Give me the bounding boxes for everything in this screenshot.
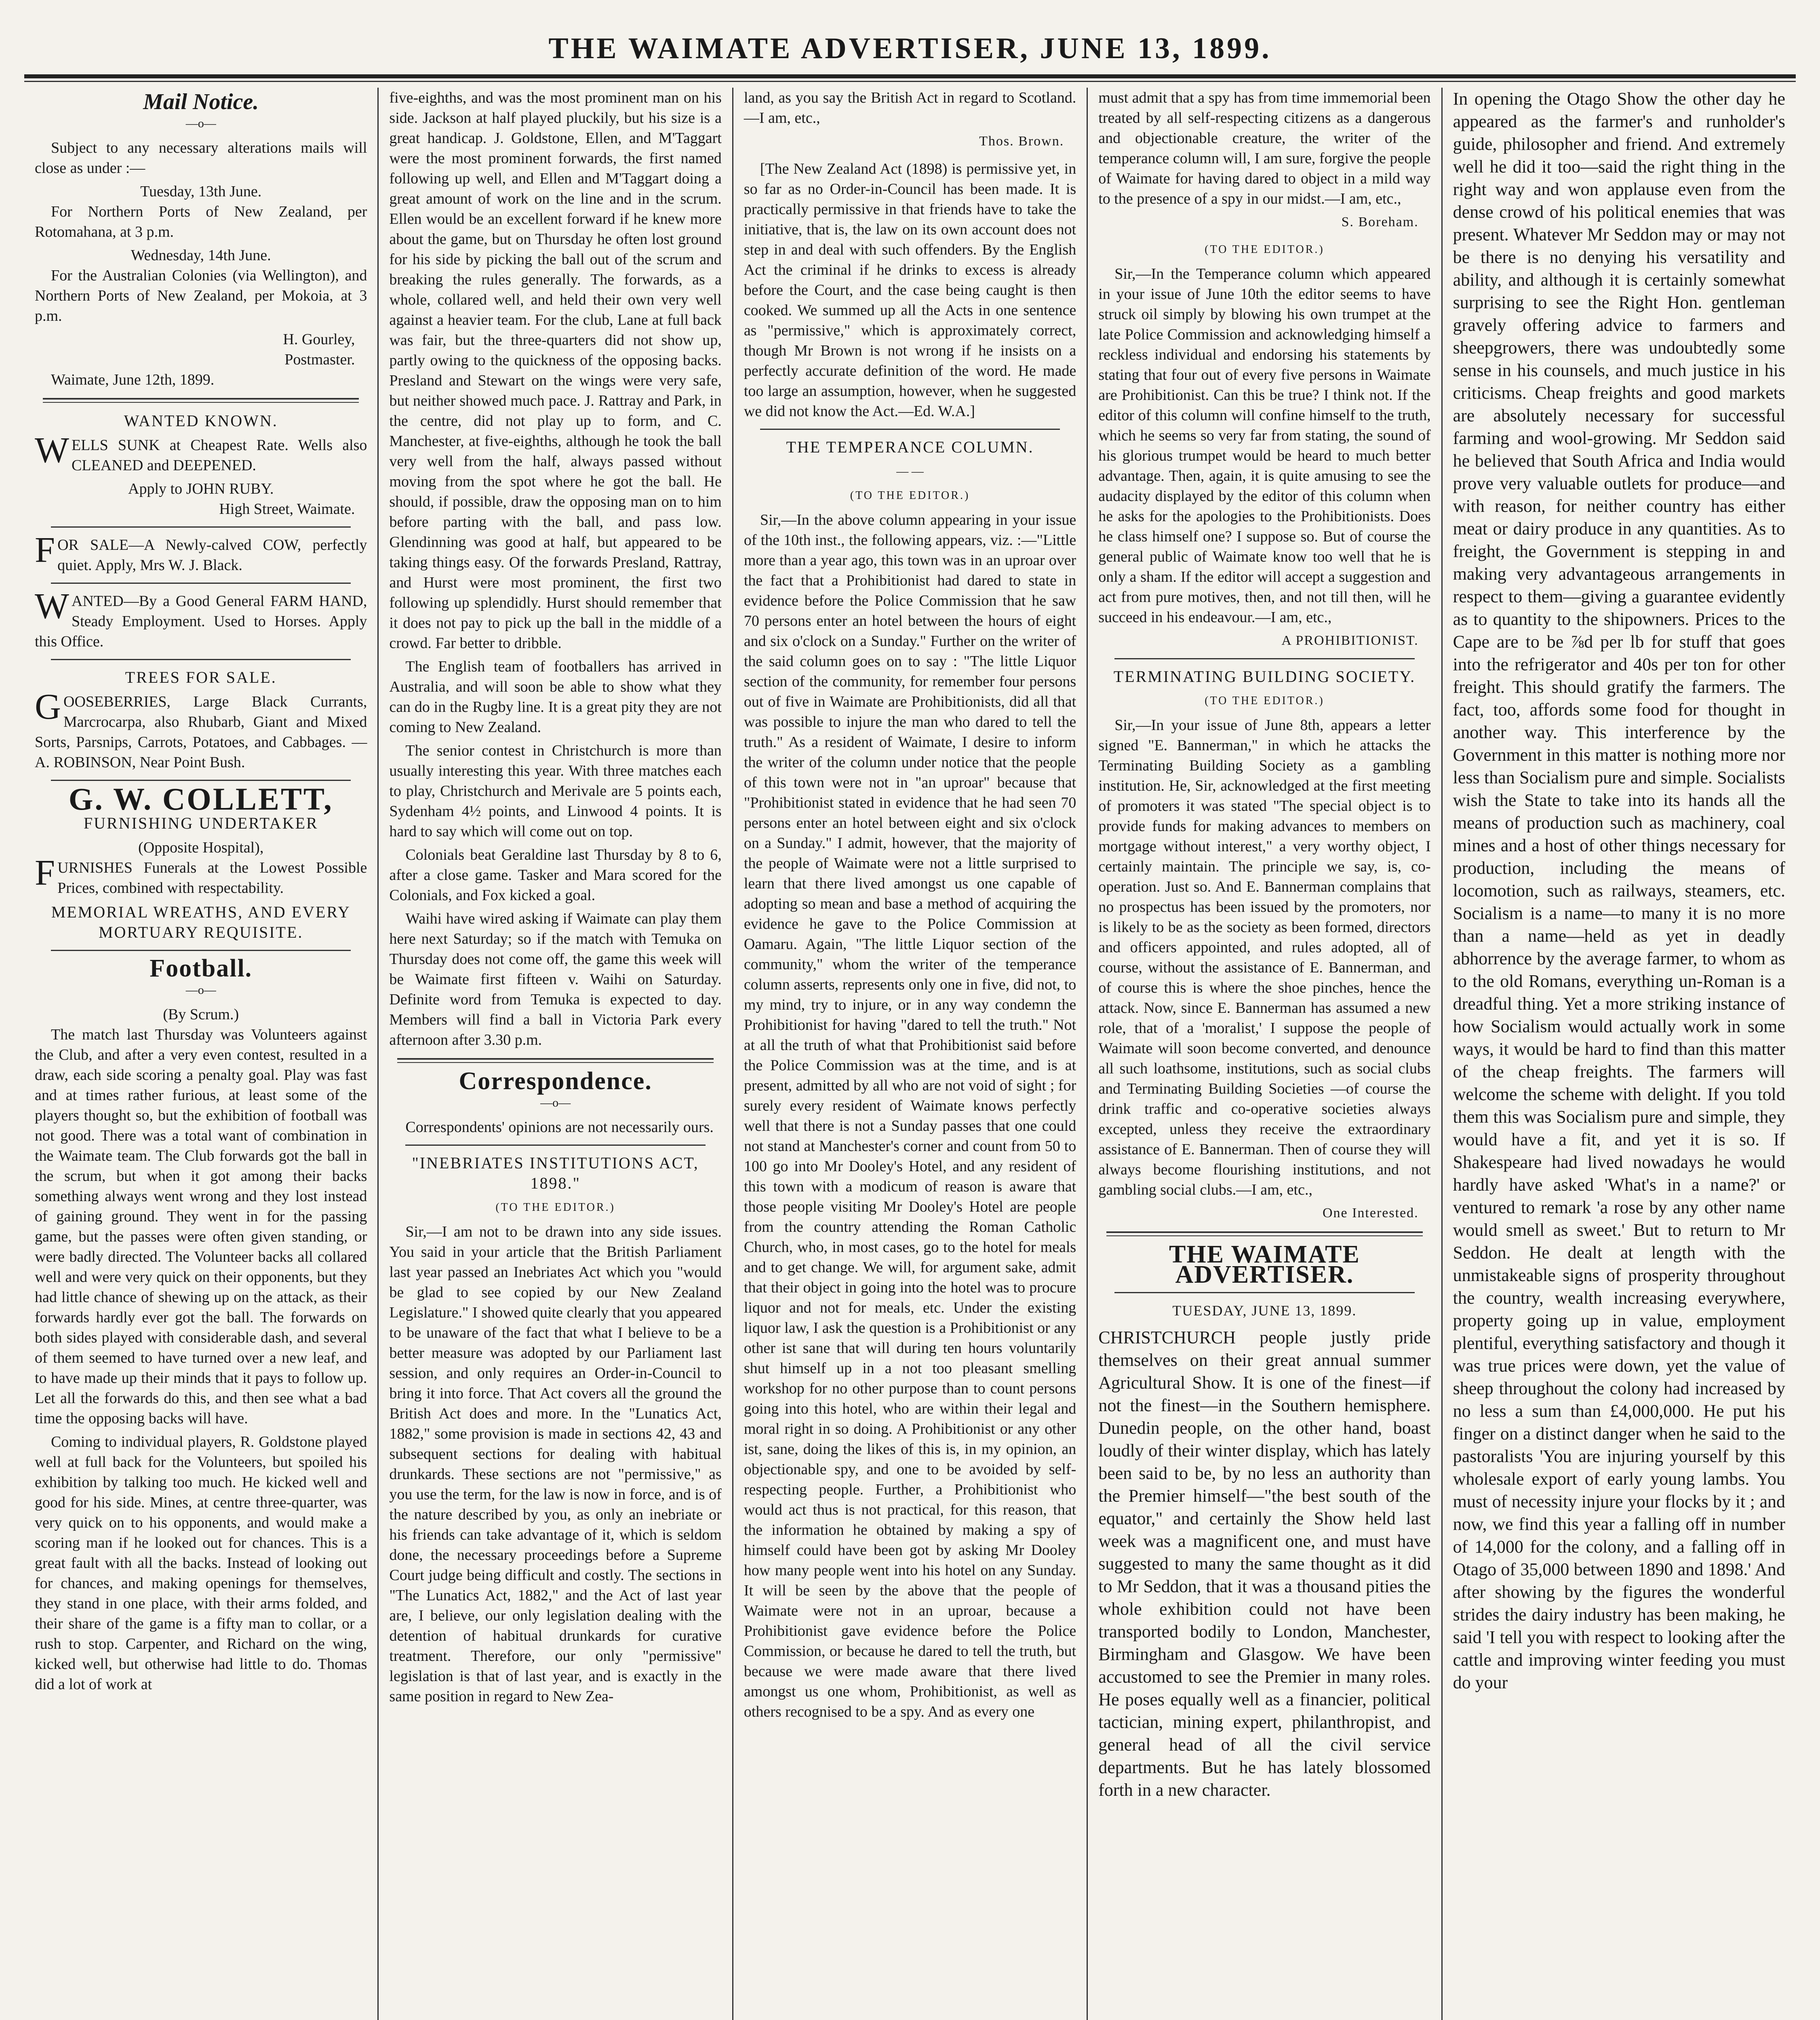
ad-contact: Apply to JOHN RUBY. xyxy=(128,480,274,497)
letter-paragraph: Sir,—I am not to be drawn into any side issues. You said in your article that the British Parliament last year passed an Inebriates Act which you "would be glad to see copied by our New Zealand Legislature." I showed quite clearly that you appeared to be unaware of the fact that what I believe to be a better measure was adopted by our Parliament last session, and only requires an Order-in-Council to bring it into force. That Act covers all the ground the British Act does and more. In the "Lunatics Act, 1882," some provision is made in sections 42, 43 and subsequent sections for dealing with habitual drunkards. These sections are not "permissive," as you use the term, for the law is now in force, and is of the nature described by you, as only an inebriate or his friends can take advantage of it, which is seldom done, the necessary proceedings before a Supreme Court judge being difficult and costly. The sections in "The Lunatics Act, 1882," and the Act of last year are, I believe, our only legislation dealing with the detention of habitual drunkards for curative treatment. Therefore, our only "permissive" legislation is that of last year, and is exactly in the same position in regard to New Zea- xyxy=(389,1223,722,1705)
mail-signature: H. Gourley, xyxy=(283,331,355,348)
to-the-editor: (TO THE EDITOR.) xyxy=(850,489,970,502)
column-1 xyxy=(24,88,377,2020)
mail-date-1: Tuesday, 13th June. xyxy=(140,183,262,200)
byline: (By Scrum.) xyxy=(163,1006,239,1023)
mail-notice-title: Mail Notice. xyxy=(143,89,259,114)
ad-text: WANTED—By a Good General FARM HAND, Steady Employment. Used to Horses. Apply this Office. xyxy=(35,586,367,650)
undertaker-name: G. W. COLLETT, xyxy=(68,781,333,816)
letter-paragraph: land, as you say the British Act in regard to Scotland.—I am, etc., xyxy=(744,89,1076,126)
editorial-paragraph: CHRISTCHURCH people justly pride themselves on their great annual summer Agricultural Show. It is one of the finest—if not the finest—in the Southern hemisphere. Dunedin people, on the other hand, boast loudly of their winter display, which has lately been said to be, by no less an authority than the Premier himself—"the best south of the equator," and certainly the Show held last week was a magnificent one, and must have suggested to many the same thought as it did to Mr Seddon, that it was a thousand pities the whole exhibition could not have been transported bodily to London, Manchester, Birmingham and Glasgow. We have been accustomed to see the Premier in many roles. He poses equally well as a financier, political tactician, mining expert, philanthropist, and general head of all the civil service departments. But he has lately blossomed forth in a new character. xyxy=(1098,1328,1431,1800)
letter-heading: "INEBRIATES INSTITUTIONS ACT, 1898." xyxy=(412,1154,699,1192)
letter-paragraph: must admit that a spy has from time immemorial been treated by all self-respecting citizens as a dangerous and objectionable creature, the writer of the temperance column will, I am sure, forgive the people of Waimate for having dared to object in a mild way to the presence of a spy in our midst.—I am, etc., xyxy=(1098,89,1431,207)
divider xyxy=(51,583,351,584)
ad-text: FURNISHES Funerals at the Lowest Possible Prices, combined with respectability. xyxy=(35,853,367,896)
undertaker-address: (Opposite Hospital), xyxy=(138,839,264,856)
mail-notice-text: For Northern Ports of New Zealand, per Rotomahana, at 3 p.m. xyxy=(35,203,367,240)
editorial-masthead: THE WAIMATE ADVERTISER. xyxy=(1169,1241,1360,1288)
ad-text: MEMORIAL WREATHS, AND EVERY MORTUARY REQUISITE. xyxy=(51,903,351,941)
editorial-paragraph: In opening the Otago Show the other day he appeared as the farmer's and runholder's guide, philosopher and friend. And extremely well he did it too—said the right thing in the right way and won applause even from the dense crowd of his political enemies that was present. Whatever Mr Seddon may or may not be there is no denying his versatility and ability, and although it is certainly somewhat surprising to see the Right Hon. gentleman gravely offering advice to farmers and sheepgrowers, there was undoubtedly some sense in his counsels, and much justice in his criticisms. Cheap freights and good markets are absolutely necessary for successful farming and wool-growing. Mr Seddon said he believed that South Africa and India would prove very valuable outlets for produce—and with reason, for neither country has either meat or dairy produce in any quantities. As to freight, the Government is stepping in and making very advantageous arrangements in respect to them—giving a guarantee evidently as to quantity to the shipowners. Prices to the Cape are to be ⅞d per lb for stuff that goes into the refrigerator and 40s per ton for other freight. This should gratify the farmers. The fact, too, affords some food for thought in another way. This interference by the Government in this matter is nothing more nor less than Socialism pure and simple. Socialists wish the State to take into its hands all the means of production such as machinery, coal mines and a host of other things necessary for production, including the means of locomotion, such as railways, steamers, etc. Socialism is a name—to many it is no more than a name—held as yet in deadly abhorrence by the average farmer, to whom as to the old Romans, everything un-Roman is a dreadful thing. Yet a more striking instance of how Socialism would actually work in some ways, it would be hard to find than this matter of the cheap freights. The farmers will welcome the scheme with delight. If you told them this was Socialism pure and simple, they would have a fit, and yet it is so. If Shakespeare had lived nowadays he would hardly have asked 'What's in a name?' or ventured to remark 'a rose by any other name would smell as sweet.' But to return to Mr Seddon. He dealt at length with the unmistakeable signs of prosperity throughout the country, wealth increasing everywhere, property going up in value, employment plentiful, everything satisfactory and though it was true prices were down, yet the value of sheep throughout the colony had increased by no less a sum than £4,000,000. He put his finger on a distinct danger when he said to the pastoralists 'You are injuring yourself by this wholesale export of early young lambs. You must of necessity injure your flocks by it ; and now, we find this year a falling off in number of 14,000 for the colony, and a falling off in Otago of 35,000 between 1890 and 1898.' And after showing by the figures the wonderful strides the dairy industry has been making, he said 'I tell you with respect to looking after the cattle and improving winter feeding you must do your xyxy=(1453,89,1786,1692)
letter-signature: One Interested. xyxy=(1322,1206,1419,1220)
divider xyxy=(1106,1231,1422,1236)
divider xyxy=(51,659,351,660)
editorial-date: TUESDAY, JUNE 13, 1899. xyxy=(1172,1302,1357,1319)
divider xyxy=(51,780,351,781)
letter-heading: THE TEMPERANCE COLUMN. xyxy=(786,438,1034,456)
ad-address: High Street, Waimate. xyxy=(219,501,355,518)
article-paragraph: The English team of footballers has arrived in Australia, and will soon be able to show what they can do in the Rugby line. It is a great pity they are not coming to New Zealand. xyxy=(389,658,722,736)
to-the-editor: (TO THE EDITOR.) xyxy=(1205,243,1325,256)
ad-text: FOR SALE—A Newly-calved COW, perfectly quiet. Apply, Mrs W. J. Black. xyxy=(35,530,367,574)
editor-note: [The New Zealand Act (1898) is permissive yet, in so far as no Order-in-Council has been made. It is practically permissive in that friends have to take the initiative, that is, the law on its own account does not step in and deal with such offenders. By the English Act the criminal if he drinks to excess is already before the Court, and the case being caught is then cooked. We summed up all the Acts in one sentence as "permissive," which is approximately correct, though Mr Brown is not wrong if he insists on a perfectly accurate definition of the word. He made too large an assumption, however, when he suggested we did not know the Act.—Ed. W.A.] xyxy=(744,160,1076,420)
mail-notice-text: For the Australian Colonies (via Wellington), and Northern Ports of New Zealand, per Mokoia, at 3 p.m. xyxy=(35,267,367,324)
section-title: Correspondence. xyxy=(459,1067,652,1095)
masthead: THE WAIMATE ADVERTISER, JUNE 13, 1899. xyxy=(548,32,1272,65)
divider xyxy=(43,398,359,403)
column-5 xyxy=(1441,88,1796,2020)
divider xyxy=(1114,1292,1414,1293)
article-paragraph: The senior contest in Christchurch is more than usually interesting this year. With three matches each to play, Christchurch and Merivale are 5 points each, Sydenham 4½ points, and Linwood 4 points. It is hard to say which will come out on top. xyxy=(389,742,722,840)
letter-paragraph: Sir,—In the Temperance column which appeared in your issue of June 10th the editor seems to have struck oil simply by blowing his own trumpet at the late Police Commission and acknowledging himself a reckless individual and endorsing his statements by stating that four out of every five persons in Waimate are Prohibitionist. Can this be true? I think not. If the editor of this column will confine himself to the truth, which he seems so very far from stating, the sound of his glorious trumpet would be heard to much better advantage. Then, again, it is quite amusing to see the audacity displayed by the editor of this column when he asks for the apologies to the Prohibitionists. Does he class himself one? I suppose so. But of course the general public of Waimate know too well that he is only a sham. If the editor will accept a suggestion and act from pure motives, then, and not till then, will he succeed in his endeavour.—I am, etc., xyxy=(1098,265,1431,626)
ornament: —o— xyxy=(540,1096,571,1109)
letter-signature: Thos. Brown. xyxy=(979,134,1064,149)
undertaker-trade: FURNISHING UNDERTAKER xyxy=(83,814,318,832)
divider xyxy=(760,429,1060,430)
letter-signature: S. Boreham. xyxy=(1341,215,1419,229)
ad-heading: WANTED KNOWN. xyxy=(124,412,278,430)
column-4 xyxy=(1087,88,1441,2020)
letter-paragraph: Sir,—In the above column appearing in your issue of the 10th inst., the following appears, viz. :—"Little more than a year ago, this town was in an uproar over the fact that a Prohibitionist had dared to state in evidence before the Police Commission that he saw 70 persons enter an hotel between the hours of eight and six o'clock on a Sunday." Further on the writer of the said column goes on to say : "The little Liquor section of the community, for remember four persons out of five in Waimate are Prohibitionists, did all that was possible to injure the man who dared to tell the truth." As a resident of Waimate, I desire to inform the writer of the column under notice that the people of this town were not in "an uproar" because that "Prohibitionist stated in evidence that he had seen 70 persons enter an hotel between eight and six o'clock on a Sunday." I admit, however, that the majority of the people of Waimate were not a little surprised to learn that there lived amongst us one capable of adopting so mean and base a method of acquiring the evidence he gave to the Police Commission at Oamaru. Again, "The little Liquor section of the community," whom the writer of the temperance column asserts, represents only one in five, did not, to my mind, try to injure, or in any way condemn the Prohibitionist for having "dared to tell the truth." Not at all the truth of what that Prohibitionist said before the Police Commission was at the time, and is at present, admitted by all who are not void of sight ; for surely every resident of Waimate knows perfectly well that there is not a Sunday passes that one could not stand at Manchester's corner and count from 50 to 100 go into Mr Dooley's Hotel, and any resident of this town with a modicum of reason is aware that those people visiting Mr Dooley's Hotel are people from the country attending the Roman Catholic Church, who, in most cases, go to the hotel for meals and to get change. We will, for argument sake, admit that their object in going into the hotel was to procure liquor and not for meals, etc. Under the existing liquor law, I ask the question is a Prohibitionist or any other ist sane that will during ten hours voluntarily shut himself up in a not too pleasant smelling workshop for no other purpose than to count persons going into this hotel, who are within their legal and moral right in so doing. A Prohibitionist or any other ist, sane, doing the likes of this is, in my opinion, an objectionable spy, and one to be avoided by self-respecting people. Further, a Prohibitionist who would act thus is not practical, for this reason, that the information he obtained by making a spy of himself could have been got by asking Mr Dooley how many people went into his hotel on any Sunday. It will be seen by the above that the people of Waimate were not in an uproar, because a Prohibitionist gave evidence before the Police Commission, or because he dared to tell the truth, but because we were made aware that there lived amongst us one whom, Prohibitionist, as well as others recognised to be a spy. And as every one xyxy=(744,511,1076,1720)
mail-signature-title: Postmaster. xyxy=(284,351,355,368)
ad-text: GOOSEBERRIES, Large Black Currants, Marcrocarpa, also Rhubarb, Giant and Mixed Sorts, Parsnips, Carrots, Potatoes, and Cabbages. — A. ROBINSON, Near Point Bush. xyxy=(35,687,367,771)
ad-heading: TREES FOR SALE. xyxy=(125,668,277,686)
article-paragraph: five-eighths, and was the most prominent man on his side. Jackson at half played pluckily, but his size is a great handicap. J. Goldstone, Ellen, and M'Taggart were the most prominent forwards, the first named following up well, and Ellen and M'Taggart doing a great amount of work on the line and in the scrum. Ellen would be an excellent forward if he knew more about the game, but on Thursday he often lost ground for his side by picking the ball out of the scrum and breaking the rules generally. The forwards, as a whole, collared well, and held their own very well against a heavier team. For the club, Lane at full back was fair, but the three-quarters did not show up, partly owing to the quickness of the opposing backs. Presland and Stewart on the wings were very safe, but neither showed much pace. J. Rattray and Park, in the centre, did not play up to form, and C. Manchester, at five-eighths, although he took the ball very well from the half, always passed without moving from the spot where he got the ball. He should, if possible, draw the opposing man on to him before parting with the ball, and pass low. Glendinning was good at half, but appeared to be taking things easy. Of the forwards Presland, Rattray, and Hurst were most prominent, the first two following up splendidly. Hurst should remember that it does not pay to pick up the ball in the middle of a crowd. Far better to dribble. xyxy=(389,89,722,652)
to-the-editor: (TO THE EDITOR.) xyxy=(1205,694,1325,707)
column-2 xyxy=(377,88,732,2020)
letter-heading: TERMINATING BUILDING SOCIETY. xyxy=(1113,667,1416,686)
masthead-rule-thick xyxy=(24,74,1796,78)
divider xyxy=(397,1058,713,1063)
ad-text: WELLS SUNK at Cheapest Rate. Wells also CLEANED and DEEPENED. xyxy=(35,430,367,474)
divider xyxy=(51,526,351,528)
columns xyxy=(24,88,1796,2020)
masthead-rule-thin xyxy=(24,81,1796,82)
letter-paragraph: Sir,—In your issue of June 8th, appears a letter signed "E. Bannerman," in which he attacks the Terminating Building Society as a gambling institution. He, Sir, acknowledged at the first meeting of promoters it was stated "The special object is to provide funds for making advances to members on mortgage without interest," a very worthy object, I certainly maintain. The principle we say, is, co-operation. Just so. And E. Bannerman complains that no prospectus has been issued by the promoters, nor is likely to be as the society as been formed, directors and officers appointed, and rules adopted, all of course, without the assistance of E. Bannerman, and of course this is where the shoe pinches, hence the attack. Now, since E. Bannerman has assumed a new role, that of a 'moralist,' I suppose the people of Waimate will soon become converted, and denounce all such loathsome, institutions, such as social clubs and Terminating Building Societies —of course the drink traffic and co-operative societies always excepted, unless they receive the extraordinary assistance of E. Bannerman. Then of course they will always become flourishing institutions, and not gambling social clubs.—I am, etc., xyxy=(1098,717,1431,1198)
divider xyxy=(1114,658,1414,659)
mail-notice-date: Waimate, June 12th, 1899. xyxy=(51,371,215,388)
article-paragraph: Waihi have wired asking if Waimate can play them here next Saturday; so if the match with Temuka on Thursday does not come off, the game this week will be Waimate first fifteen v. Waihi on Saturday. Definite word from Temuka is expected to day. Members will find a ball in Victoria Park every afternoon after 3.30 p.m. xyxy=(389,910,722,1048)
mail-date-2: Wednesday, 14th June. xyxy=(131,247,271,264)
ornament: — — xyxy=(896,465,924,478)
divider xyxy=(51,950,351,951)
editorial-note: Correspondents' opinions are not necessarily ours. xyxy=(405,1119,714,1136)
divider xyxy=(405,1145,705,1146)
article-paragraph: Colonials beat Geraldine last Thursday by 8 to 6, after a close game. Tasker and Mara scored for the Colonials, and Fox kicked a goal. xyxy=(389,846,722,904)
article-paragraph: Coming to individual players, R. Goldstone played well at full back for the Volunteers, but spoiled his exhibition by talking too much. He kicked well and good for his side. Mines, at centre three-quarter, was very quick on to his opponents, and would make a scoring man if he looked out for chances. This is a great fault with all the backs. Instead of looking out for chances, and making openings for themselves, they stand in one place, with their arms folded, and their share of the game is a fifty man to collar, or a rush to stop. Carpenter, and Richard on the wing, kicked well, but otherwise had little to do. Thomas did a lot of work at xyxy=(35,1433,367,1693)
ornament: —o— xyxy=(185,117,216,130)
column-3 xyxy=(732,88,1087,2020)
ornament: —o— xyxy=(185,983,216,997)
section-title: Football. xyxy=(150,955,253,982)
mail-notice-text: Subject to any necessary alterations mails will close as under :— xyxy=(35,139,367,177)
article-paragraph: The match last Thursday was Volunteers against the Club, and after a very even contest, resulted in a draw, each side scoring a penalty goal. Play was fast and at times rather furious, at least some of the players thought so, but the exhibition of football was not good. There was a total want of combination in the Waimate team. The Club forwards got the ball in the scrum, but when it got among their backs something always went wrong and they lost instead of gaining ground. They went in for the passing game, but the passes were often given standing, or were badly directed. The Volunteer backs all collared well and were very quick on their opponents, but they had little chance of shewing up on the attack, as their forwards hardly ever got the ball. The forwards on both sides played with considerable dash, and several of them seemed to have turned over a new leaf, and to have made up their minds that it pays to follow up. Let all the forwards do this, and then see what a bad time the opposing backs will have. xyxy=(35,1026,367,1427)
to-the-editor: (TO THE EDITOR.) xyxy=(495,1201,615,1214)
letter-signature: A PROHIBITIONIST. xyxy=(1281,633,1419,648)
